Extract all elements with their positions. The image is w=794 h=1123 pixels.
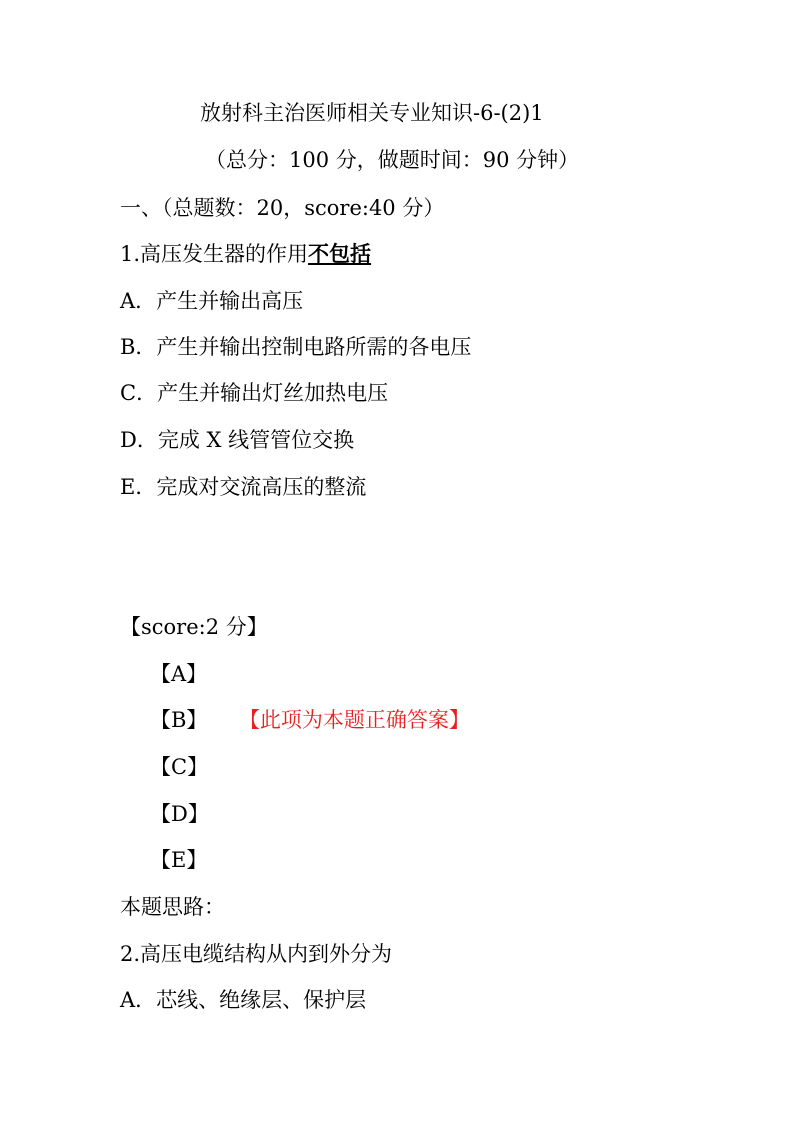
question-2-option-a: A．芯线、绝缘层、保护层 — [120, 988, 367, 1012]
question-1-option-c: C．产生并输出灯丝加热电压 — [120, 381, 389, 405]
section-header: 一、（总题数：20，score:40 分） — [120, 196, 445, 220]
answer-choice-d: 【D】 — [150, 802, 209, 826]
question-1-stem — [120, 240, 371, 268]
question-1-option-a: A．产生并输出高压 — [120, 289, 304, 313]
question-1-option-e: E．完成对交流高压的整流 — [120, 475, 367, 499]
answer-choice-c: 【C】 — [150, 755, 209, 779]
question-1-score: 【score:2 分】 — [120, 615, 268, 639]
answer-choice-a: 【A】 — [150, 662, 208, 686]
document-subtitle: （总分：100 分，做题时间：90 分钟） — [205, 148, 580, 172]
answer-choice-b-row — [150, 706, 470, 734]
question-1-stem-emphasis: 不包括 — [308, 241, 372, 266]
question-2-stem: 2.高压电缆结构从内到外分为 — [120, 942, 393, 966]
answer-choice-b: 【B】 — [150, 708, 208, 732]
question-1-option-d: D．完成 X 线管管位交换 — [120, 428, 355, 452]
answer-choice-e: 【E】 — [150, 848, 208, 872]
document-title: 放射科主治医师相关专业知识-6-(2)1 — [200, 101, 544, 125]
question-1-hint-label: 本题思路： — [120, 895, 225, 919]
question-1-stem-text: 1.高压发生器的作用 — [120, 242, 309, 266]
question-1-option-b: B．产生并输出控制电路所需的各电压 — [120, 335, 472, 359]
correct-answer-note: 【此项为本题正确答案】 — [249, 708, 470, 732]
